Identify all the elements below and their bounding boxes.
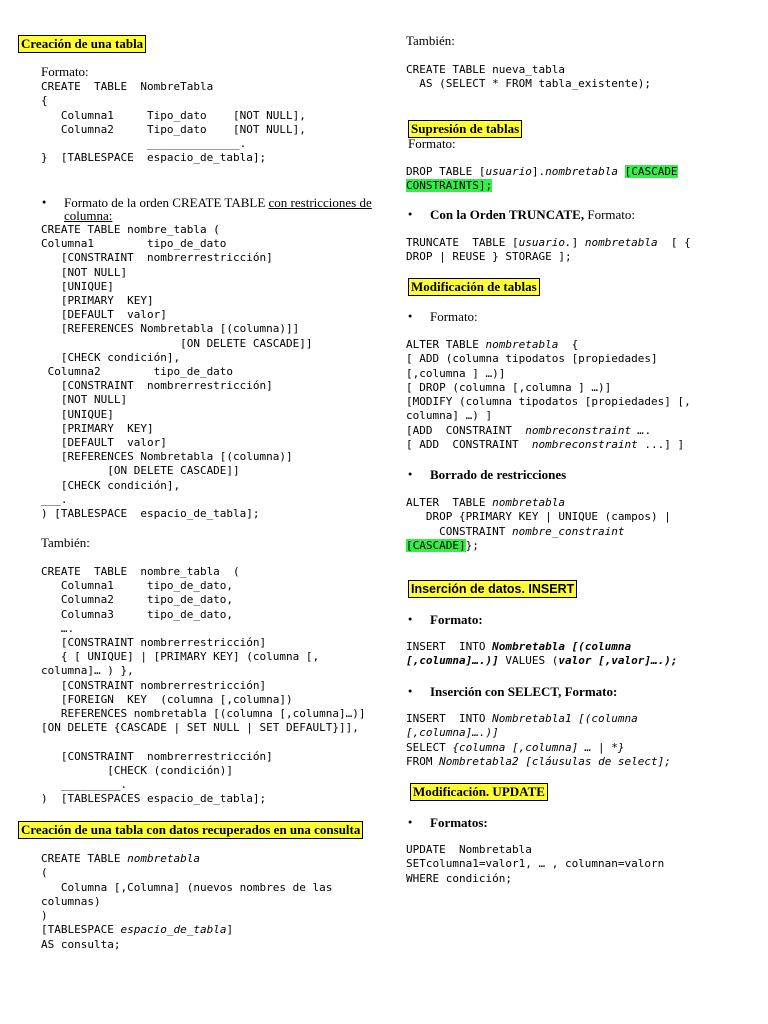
bullet-underlined: con restricciones de [268,195,372,210]
header-insercion: Inserción de datos. INSERT [408,580,577,598]
tambien-label: También: [41,535,90,550]
bullet-update-formatos: ● Formatos: [430,815,488,830]
create-table-consulta-code: CREATE TABLE nombretabla ( Columna [,Columna] (nuevos nombres de las columnas) ) [TABLESPACE espacio_de_tabla] AS consulta; [41,852,333,951]
alter-table-code: ALTER TABLE nombretabla { [ ADD (columna tipodatos [propiedades] [,columna ] …)] [ DROP (columna [,columna ] …)] [MODIFY (columna tipodatos [propiedades] [, columna] …) ] [ADD CONSTRAINT nombreconstraint …. [ ADD CONSTRAINT nombreconstraint ...] ] [406,338,691,452]
constraints-highlight: CONSTRAINTS]; [406,179,493,193]
header-modificacion-tablas: Modificación de tablas [408,278,540,296]
supresion-formato-label: Formato: [408,136,456,151]
header-creacion-tabla: Creación de una tabla [18,35,146,53]
drop-table-code: DROP TABLE [usuario].nombretabla [CASCADE CONSTRAINTS]; [406,165,678,193]
cascade-highlight: [CASCADE [624,165,678,178]
bullet-modificacion-formato: ● Formato: [430,309,478,324]
bullet-borrado: ● Borrado de restricciones [430,467,566,482]
bullet-insert-formato: ● Formato: [430,612,483,627]
create-table-alt-code: CREATE TABLE nombre_tabla ( Columna1 tipo_de_dato, Columna2 tipo_de_dato, Columna3 tipo_de_dato, …. [CONSTRAINT nombrerrestricción] { [ UNIQUE] | [PRIMARY KEY] (columna [, columna]… ) }, [CONSTRAINT nombrerrestricción] [FOREIGN KEY (columna [,columna]) REFERENCES nombretabla [(columna [,columna]…)] [ON DELETE {CASCADE | SET NULL | SET DEFAULT}]], [CONSTRAINT nombrerrestricción] [CHECK (condición)] _________. ) [TABLESPACES espacio_de_tabla]; [41,565,366,806]
tambien-label-right: También: [406,33,455,48]
formato-label: Formato: [41,64,89,79]
insert-select-code: INSERT INTO Nombretabla1 [(columna [,columna]….)] SELECT {columna [,columna] … | *} FROM Nombretabla2 [cláusulas de select]; [406,712,671,768]
create-nueva-tabla-code: CREATE TABLE nueva_tabla AS (SELECT * FROM tabla_existente); [406,63,652,91]
alter-drop-code: ALTER TABLE nombretabla DROP {PRIMARY KEY | UNIQUE (campos) | CONSTRAINT nombre_constraint [CASCADE]}; [406,496,671,552]
bullet-restricciones-line2: columna: [64,208,113,223]
update-code: UPDATE Nombretabla SETcolumna1=valor1, … , columnan=valorn WHERE condición; [406,843,665,885]
bullet-prefix: Formato de la orden CREATE TABLE [64,195,269,210]
header-update: Modificación. UPDATE [410,783,548,801]
create-table-constraints-code: CREATE TABLE nombre_tabla ( Columna1 tipo_de_dato [CONSTRAINT nombrerrestricción] [NOT NULL] [UNIQUE] [PRIMARY KEY] [DEFAULT valor] [REFERENCES Nombretabla [(columna)]] [ON DELETE CASCADE]] [CHECK condición], Columna2 tipo_de_dato [CONSTRAINT nombrerrestricción] [NOT NULL] [UNIQUE] [PRIMARY KEY] [DEFAULT valor] [REFERENCES Nombretabla [(columna)] [ON DELETE CASCADE]] [CHECK condición], ___. ) [TABLESPACE espacio_de_tabla]; [41,223,313,521]
insert-code: INSERT INTO Nombretabla [(columna [,columna]….)] VALUES (valor [,valor]….); [406,640,678,668]
header-supresion: Supresión de tablas [408,120,522,138]
cascade-highlight-2: [CASCADE] [406,538,466,552]
truncate-code: TRUNCATE TABLE [usuario.] nombretabla [ { DROP | REUSE } STORAGE ]; [406,236,691,264]
bullet-insert-select: ● Inserción con SELECT, Formato: [430,684,617,699]
header-creacion-consulta: Creación de una tabla con datos recuperados en una consulta [18,821,363,839]
bullet-truncate: ● Con la Orden TRUNCATE, Formato: [430,207,635,222]
create-table-code: CREATE TABLE NombreTabla { Columna1 Tipo_dato [NOT NULL], Columna2 Tipo_dato [NOT NULL], ______________. } [TABLESPACE espacio_de_tabla]; [41,80,306,165]
